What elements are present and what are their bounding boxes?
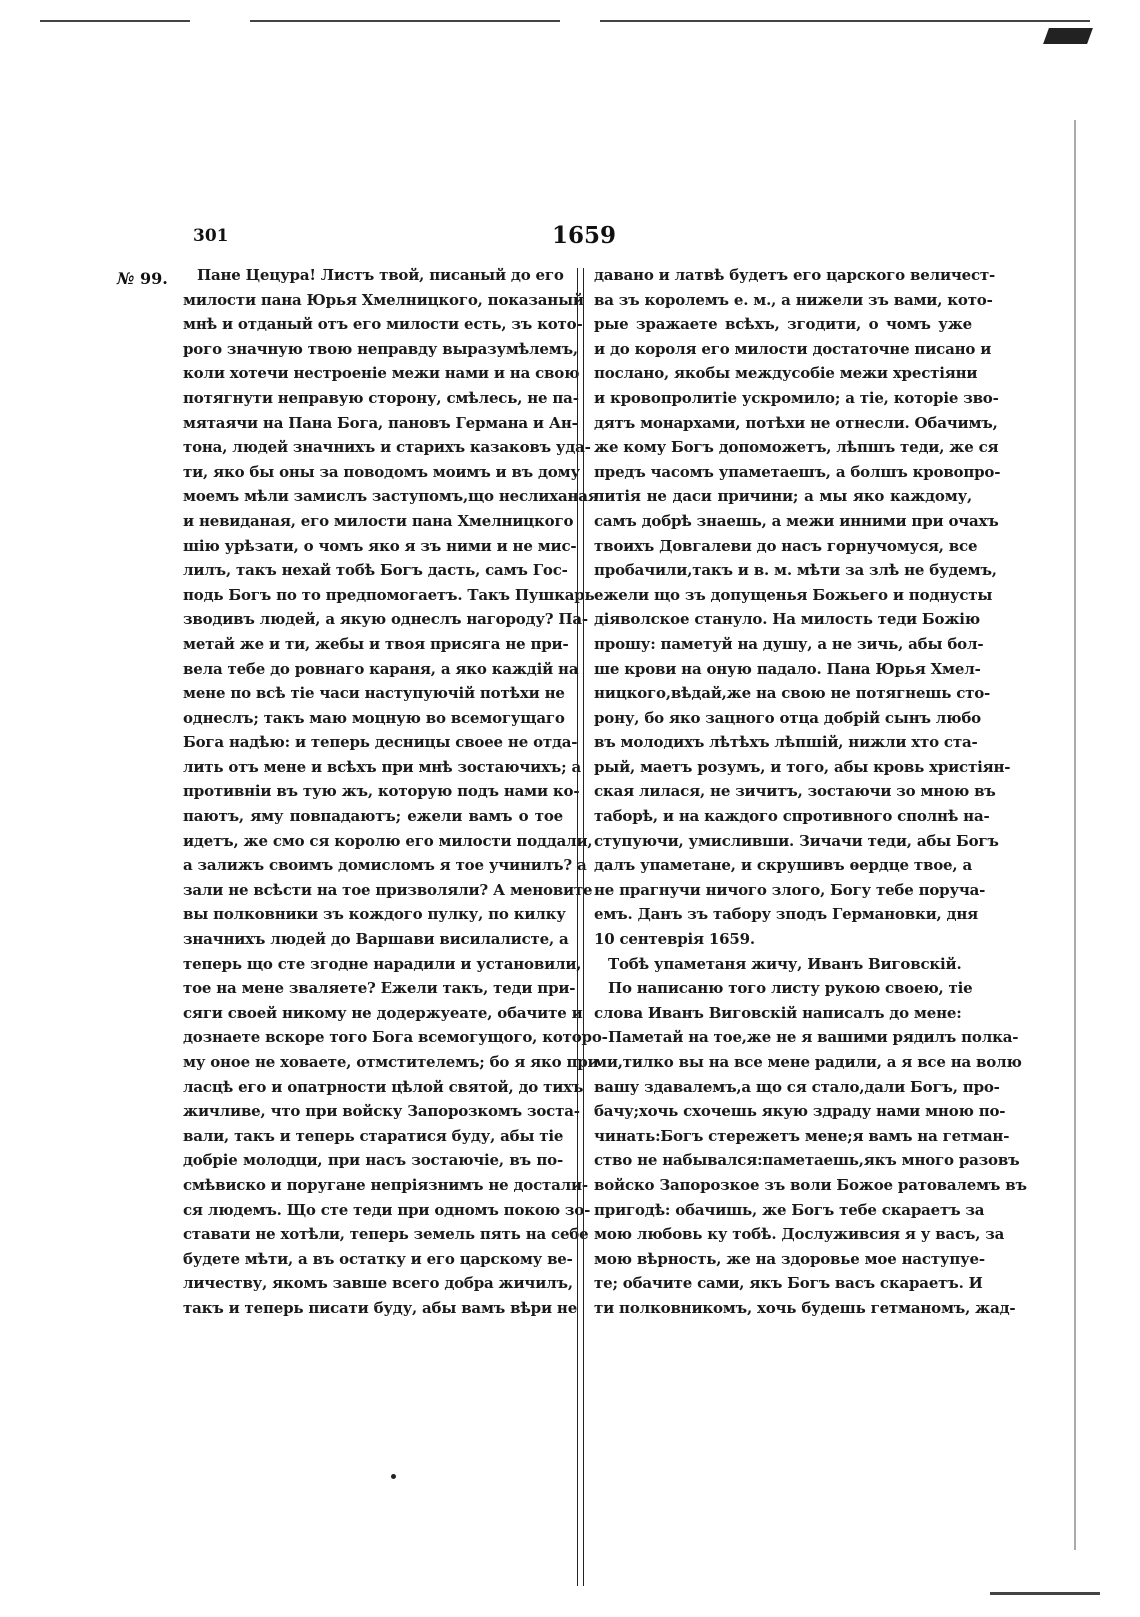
text-line: ти, яко бы оны за поводомъ моимъ и въ дому [183, 462, 580, 481]
text-line: и до короля его милости достаточне писано и [594, 339, 992, 358]
document-number [117, 269, 168, 288]
text-line: мятаячи на Пана Бога, пановъ Германа и Ан- [183, 413, 578, 432]
text-line: мою вѣрность, же на здоровье мое наступуе- [594, 1249, 985, 1268]
text-line: сяги своей никому не додержуеате, обачите и [183, 1003, 583, 1022]
scan-speck [391, 1474, 396, 1479]
text-line: рону, бо яко зацного отца добрій сынъ любо [594, 708, 981, 727]
text-line: войско Запорозкое зъ воли Божое ратовалемъ въ [594, 1175, 1027, 1194]
text-line: ва зъ королемъ е. м., а нижели зъ вами, кото- [594, 290, 993, 309]
text-line: ше крови на оную падало. Пана Юрья Хмел- [594, 659, 981, 678]
text-line: же кому Богъ допоможетъ, лѣпшъ теди, же ся [594, 438, 999, 457]
text-line: и кровопролитіе ускромило; а тіе, которіе зво- [594, 388, 999, 407]
text-line: Тобѣ упаметаня жичу, Иванъ Виговскій. [608, 954, 962, 973]
scan-bottom-edge [990, 1592, 1100, 1595]
text-line: мене по всѣ тіе часи наступуючій потѣхи не [183, 684, 565, 703]
text-line: Бога надѣю: и теперь десницы своее не отда- [183, 733, 578, 752]
text-line: ставати не хотѣли, теперь земель пять на себе [183, 1225, 589, 1244]
text-line: коли хотечи нестроеніе межи нами и на свою [183, 364, 580, 383]
text-line: вали, такъ и теперь старатися буду, абы тіе [183, 1126, 564, 1145]
left-text-column [183, 263, 608, 1321]
text-line: Паметай на тое,же не я вашими рядилъ полка- [608, 1028, 1019, 1047]
scan-corner-mark [1043, 28, 1093, 44]
text-line: будете мѣти, а въ остатку и его царскому ве- [183, 1249, 573, 1268]
text-line: пригодѣ: обачишь, же Богъ тебе скараетъ за [594, 1200, 985, 1219]
text-line: лилъ, такъ нехай тобѣ Богъ дасть, самъ Гос- [183, 561, 568, 580]
text-line: предъ часомъ упаметаешъ, а болшъ кровопро- [594, 462, 1001, 481]
text-line: дятъ монархами, потѣхи не отнесли. Обачимъ, [594, 413, 998, 432]
text-line: рый, маетъ розумъ, и того, абы кровь христіян- [594, 757, 1011, 776]
text-line: личеству, якомъ завше всего добра жичилъ, [183, 1274, 573, 1293]
text-line: 10 сентеврія 1659. [594, 930, 755, 949]
text-line: зводивъ людей, а якую однеслъ нагороду? Па- [183, 610, 588, 629]
text-line: ти полковникомъ, хочь будешь гетманомъ, жад- [594, 1298, 1016, 1317]
text-line: самъ добрѣ знаешь, а межи инними при очахъ [594, 511, 999, 530]
text-line: ми,тилко вы на все мене радили, а я все на волю [594, 1053, 1022, 1071]
text-line: твоихъ Довгалеви до насъ горнучомуся, все [594, 536, 978, 555]
number-value: 99. [139, 269, 168, 288]
text-line: мнѣ и отданый отъ его милости есть, зъ кото- [183, 315, 583, 334]
text-line: діяволское стануло. На милость теди Божію [594, 610, 980, 629]
text-line: потягнути неправую сторону, смѣлесь, не па- [183, 388, 579, 407]
right-text-column [594, 263, 1027, 1321]
text-line: а залижъ своимъ домисломъ я тое учинилъ? а [183, 856, 587, 875]
text-line: и невиданая, его милости пана Хмелницкого [183, 511, 574, 530]
page-number: 301 [193, 226, 229, 246]
text-line: По написаню того листу рукою своею, тіе [608, 979, 973, 998]
text-line: противніи въ тую жъ, которую подъ нами ко- [183, 782, 580, 801]
text-line: Пане Цецура! Листъ твой, писаный до его [197, 266, 564, 284]
text-line: литія не даси причини; а мы яко каждому, [594, 487, 972, 506]
text-line: ницкого,вѣдай,же на свою не потягнешь сто- [594, 684, 991, 703]
text-line: мою любовь ку тобѣ. Дослуживсия я у васъ, за [594, 1225, 1005, 1244]
text-line: тое на мене зваляете? Ежели такъ, теди при- [183, 979, 576, 998]
text-line: давано и латвѣ будетъ его царского величест- [594, 266, 996, 284]
text-line: послано, якобы междусобіе межи хрестіяни [594, 364, 978, 383]
text-line: емъ. Данъ зъ табору зподъ Германовки, дня [594, 905, 979, 924]
text-line: смѣвиско и поругане непріязнимъ не достали- [183, 1175, 588, 1194]
text-line: рого значную твою неправду выразумѣлемъ, [183, 339, 578, 358]
text-line: те; обачите сами, якъ Богъ васъ скараетъ. И [594, 1274, 983, 1293]
text-line: не прагнучи ничого злого, Богу тебе поруча- [594, 880, 986, 899]
text-line: метай же и ти, жебы и твоя присяга не при- [183, 634, 569, 653]
text-line: слова Иванъ Виговскій написалъ до мене: [594, 1003, 962, 1022]
text-line: шію урѣзати, о чомъ яко я зъ ними и не мис- [183, 536, 577, 555]
text-line: далъ упаметане, и скрушивъ ѳердце твое, а [594, 856, 972, 875]
scan-top-edge [40, 20, 1090, 28]
column-divider [577, 268, 584, 1586]
text-line: моемъ мѣли замислъ заступомъ,що неслиханая [183, 487, 599, 506]
scan-right-edge [1074, 120, 1076, 1550]
text-line: зали не всѣсти на тое призволяли? А меновите [183, 880, 593, 899]
text-line: бачу;хочь схочешь якую здраду нами мною по- [594, 1102, 1006, 1121]
text-line: таборѣ, и на каждого спротивного сполнѣ на- [594, 807, 990, 826]
text-line: прошу: паметуй на душу, а не зичь, абы бол- [594, 634, 984, 653]
text-line: тона, людей значнихъ и старихъ казаковъ уда- [183, 438, 591, 457]
text-line: вела тебе до ровнаго караня, а яко каждій на [183, 659, 579, 678]
text-line: лить отъ мене и всѣхъ при мнѣ зостаючихъ; а [183, 757, 581, 776]
page-year-heading: 1659 [552, 222, 617, 249]
text-line: дознаете вскоре того Бога всемогущого, которо- [183, 1028, 608, 1047]
text-line: подь Богъ по то предпомогаетъ. Такъ Пушкарь [183, 585, 595, 604]
text-line: ская лилася, не зичитъ, зостаючи зо мною въ [594, 782, 996, 801]
text-line: однеслъ; такъ маю моцную во всемогущаго [183, 708, 565, 727]
text-line: добріе молодци, при насъ зостаючіе, въ по- [183, 1151, 563, 1170]
text-line: въ молодихъ лѣтѣхъ лѣпшій, нижли хто ста- [594, 733, 978, 752]
text-line: чинать:Богъ стережетъ мене;я вамъ на гетман- [594, 1126, 1010, 1145]
text-line: такъ и теперь писати буду, абы вамъ вѣри не [183, 1298, 578, 1317]
text-line: му оное не ховаете, отмстителемъ; бо я яко при [183, 1053, 599, 1071]
text-line: идетъ, же смо ся королю его милости поддали, [183, 831, 593, 850]
text-line: ласцѣ его и опатрности цѣлой святой, до тихъ [183, 1077, 584, 1096]
text-line: вашу здавалемъ,а що ся стало,дали Богъ, про- [594, 1077, 1000, 1096]
text-line: вы полковники зъ кождого пулку, по килку [183, 905, 566, 924]
text-line: рые зражаете всѣхъ, згодити, о чомъ уже [594, 315, 972, 334]
text-line: паютъ, яму повпадаютъ; ежели вамъ о тое [183, 807, 563, 826]
text-line: ежели що зъ допущенья Божьего и поднусты [594, 585, 993, 604]
text-line: ся людемъ. Що сте теди при одномъ покою зо- [183, 1200, 591, 1219]
text-line: пробачили,такъ и в. м. мѣти за злѣ не будемъ, [594, 561, 997, 580]
text-line: значнихъ людей до Варшави висилалисте, а [183, 930, 569, 949]
text-line: ступуючи, умисливши. Зичачи теди, абы Богъ [594, 831, 999, 850]
number-sign: № [117, 269, 135, 288]
text-line: жичливе, что при войску Запорозкомъ зоста- [183, 1102, 580, 1121]
text-line: теперь що сте згодне нарадили и установили, [183, 954, 582, 973]
text-line: милости пана Юрья Хмелницкого, показаный [183, 290, 584, 309]
text-line: ство не набывался:паметаешь,якъ много разовъ [594, 1151, 1020, 1170]
